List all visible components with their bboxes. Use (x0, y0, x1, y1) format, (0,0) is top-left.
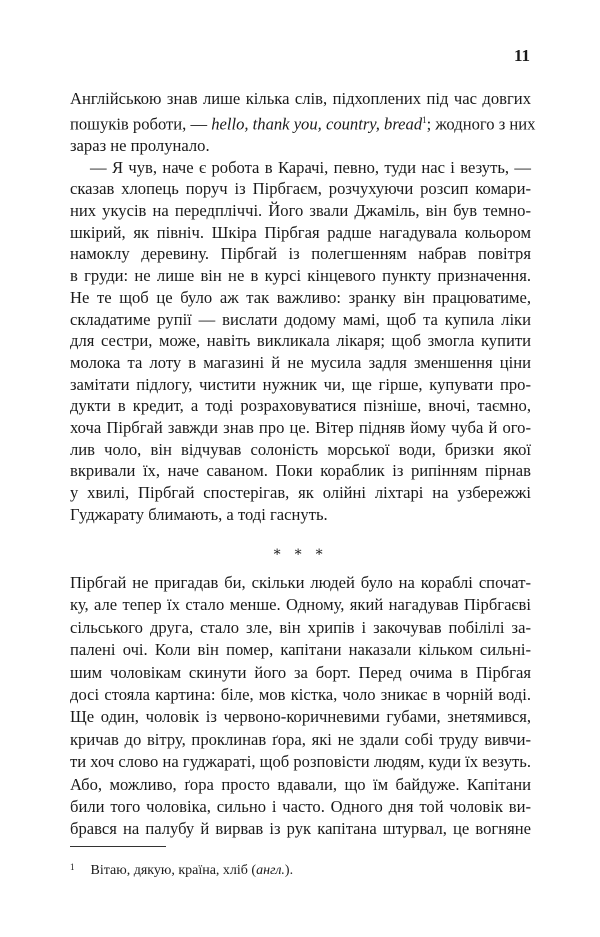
text-line: шкірий, як північ. Шкіра Пірбгая радше нагадувала кольором (70, 222, 531, 242)
text-line: хоча Пірбгай завжди знав про це. Вітер підняв йому чуба й ого- (70, 418, 531, 438)
text-line: складатиме рупії — вислати додому мамі, щоб та купила ліки (70, 309, 531, 329)
text-line: для сестри, може, навіть викликала лікаря; щоб змогла купити (70, 331, 531, 351)
text-line: зараз не пролунало. (70, 135, 210, 155)
text-line (70, 110, 536, 135)
text-line: молока та лоту в магазині й не мусила задля зменшення ціни (70, 352, 531, 372)
text-block-1 (70, 88, 536, 526)
text-run: ; жодного з них (426, 114, 536, 134)
text-line: намоклу деревину. Пірбгай із полегшенням набрав повітря (70, 244, 531, 264)
text-line: били того чоловіка, сильно і часто. Одного дня той чоловік ви- (70, 797, 531, 817)
text-line: вкривали їх, наче саваном. Поки кораблик із рипінням пірнав (70, 461, 531, 481)
text-run: hello, thank you, country, bread (211, 114, 423, 134)
text-line: Англійською знав лише кілька слів, підхоплених під час довгих (70, 89, 531, 108)
text-run: пошуків роботи, — (70, 114, 212, 134)
text-line: сільського друга, стало зле, він хрипів і закочував побілілі за- (70, 617, 531, 637)
footnote-text-end: ). (284, 863, 294, 878)
text-line: ку, але тепер їх стало менше. Одному, який нагадував Пірбгаєві (70, 595, 531, 615)
text-line: замітати підлогу, чистити нужник чи, ще гірше, купувати про- (70, 374, 531, 394)
text-line: Не те щоб це було аж так важливо: зранку він працюватиме, (70, 287, 531, 307)
text-line: лив чоло, він відчував солоність морської води, бризки якої (70, 439, 531, 459)
footnote (70, 862, 293, 879)
text-line: палені очі. Коли він помер, капітани наказали кільком сильні- (70, 640, 531, 660)
text-line: дукти в кредит, а тоді розраховуватися пізніше, вночі, таємно, (70, 396, 531, 416)
text-line: у хвилі, Пірбгай спостерігав, як олійні ліхтарі на узбережжі (70, 483, 531, 503)
footnote-text: Вітаю, дякую, країна, хліб ( (90, 863, 257, 878)
footnote-rule (70, 846, 166, 847)
text-line: Ще один, чоловік із червоно-коричневими губами, знетямився, (70, 707, 531, 727)
text-line: в груди: не лише він не в курсі кінцевого пункту призначення. (70, 266, 531, 286)
text-line: них укусів на передпліччі. Його звали Джаміль, він був темно- (70, 201, 531, 221)
text-line: досі стояла картина: біле, мов кістка, чоло зникає в чорній воді. (70, 685, 531, 705)
section-separator: ∗ ∗ ∗ (272, 545, 328, 560)
footnote-ref: 1 (422, 114, 427, 125)
text-line: шим чоловікам скинути його за борт. Перед очима в Пірбгая (70, 662, 531, 682)
text-line: Гуджарату блимають, а тоді гаснуть. (70, 504, 328, 524)
text-line: ти хоч слово на гуджараті, щоб розповісти людям, куди їх везуть. (70, 752, 531, 772)
text-line: сказав хлопець поруч із Пірбгаєм, розчухуючи розсип комари- (70, 179, 531, 199)
text-line: Або, можливо, ґора просто вдавали, що їм байдуже. Капітани (70, 774, 531, 794)
text-line: кричав до вітру, проклинав ґора, які не здали собі труду вивчи- (70, 729, 531, 749)
page-number: 11 (513, 46, 530, 65)
text-line: — Я чув, наче є робота в Карачі, певно, туди нас і везуть, — (90, 157, 531, 177)
footnote-marker: 1 (70, 862, 75, 872)
text-block-2 (70, 572, 531, 841)
text-line: брався на палубу й вирвав із рук капітана штурвал, це вогняне (70, 819, 531, 839)
footnote-italic: англ. (256, 863, 285, 878)
text-line: Пірбгай не пригадав би, скільки людей було на кораблі спочат- (70, 573, 531, 592)
